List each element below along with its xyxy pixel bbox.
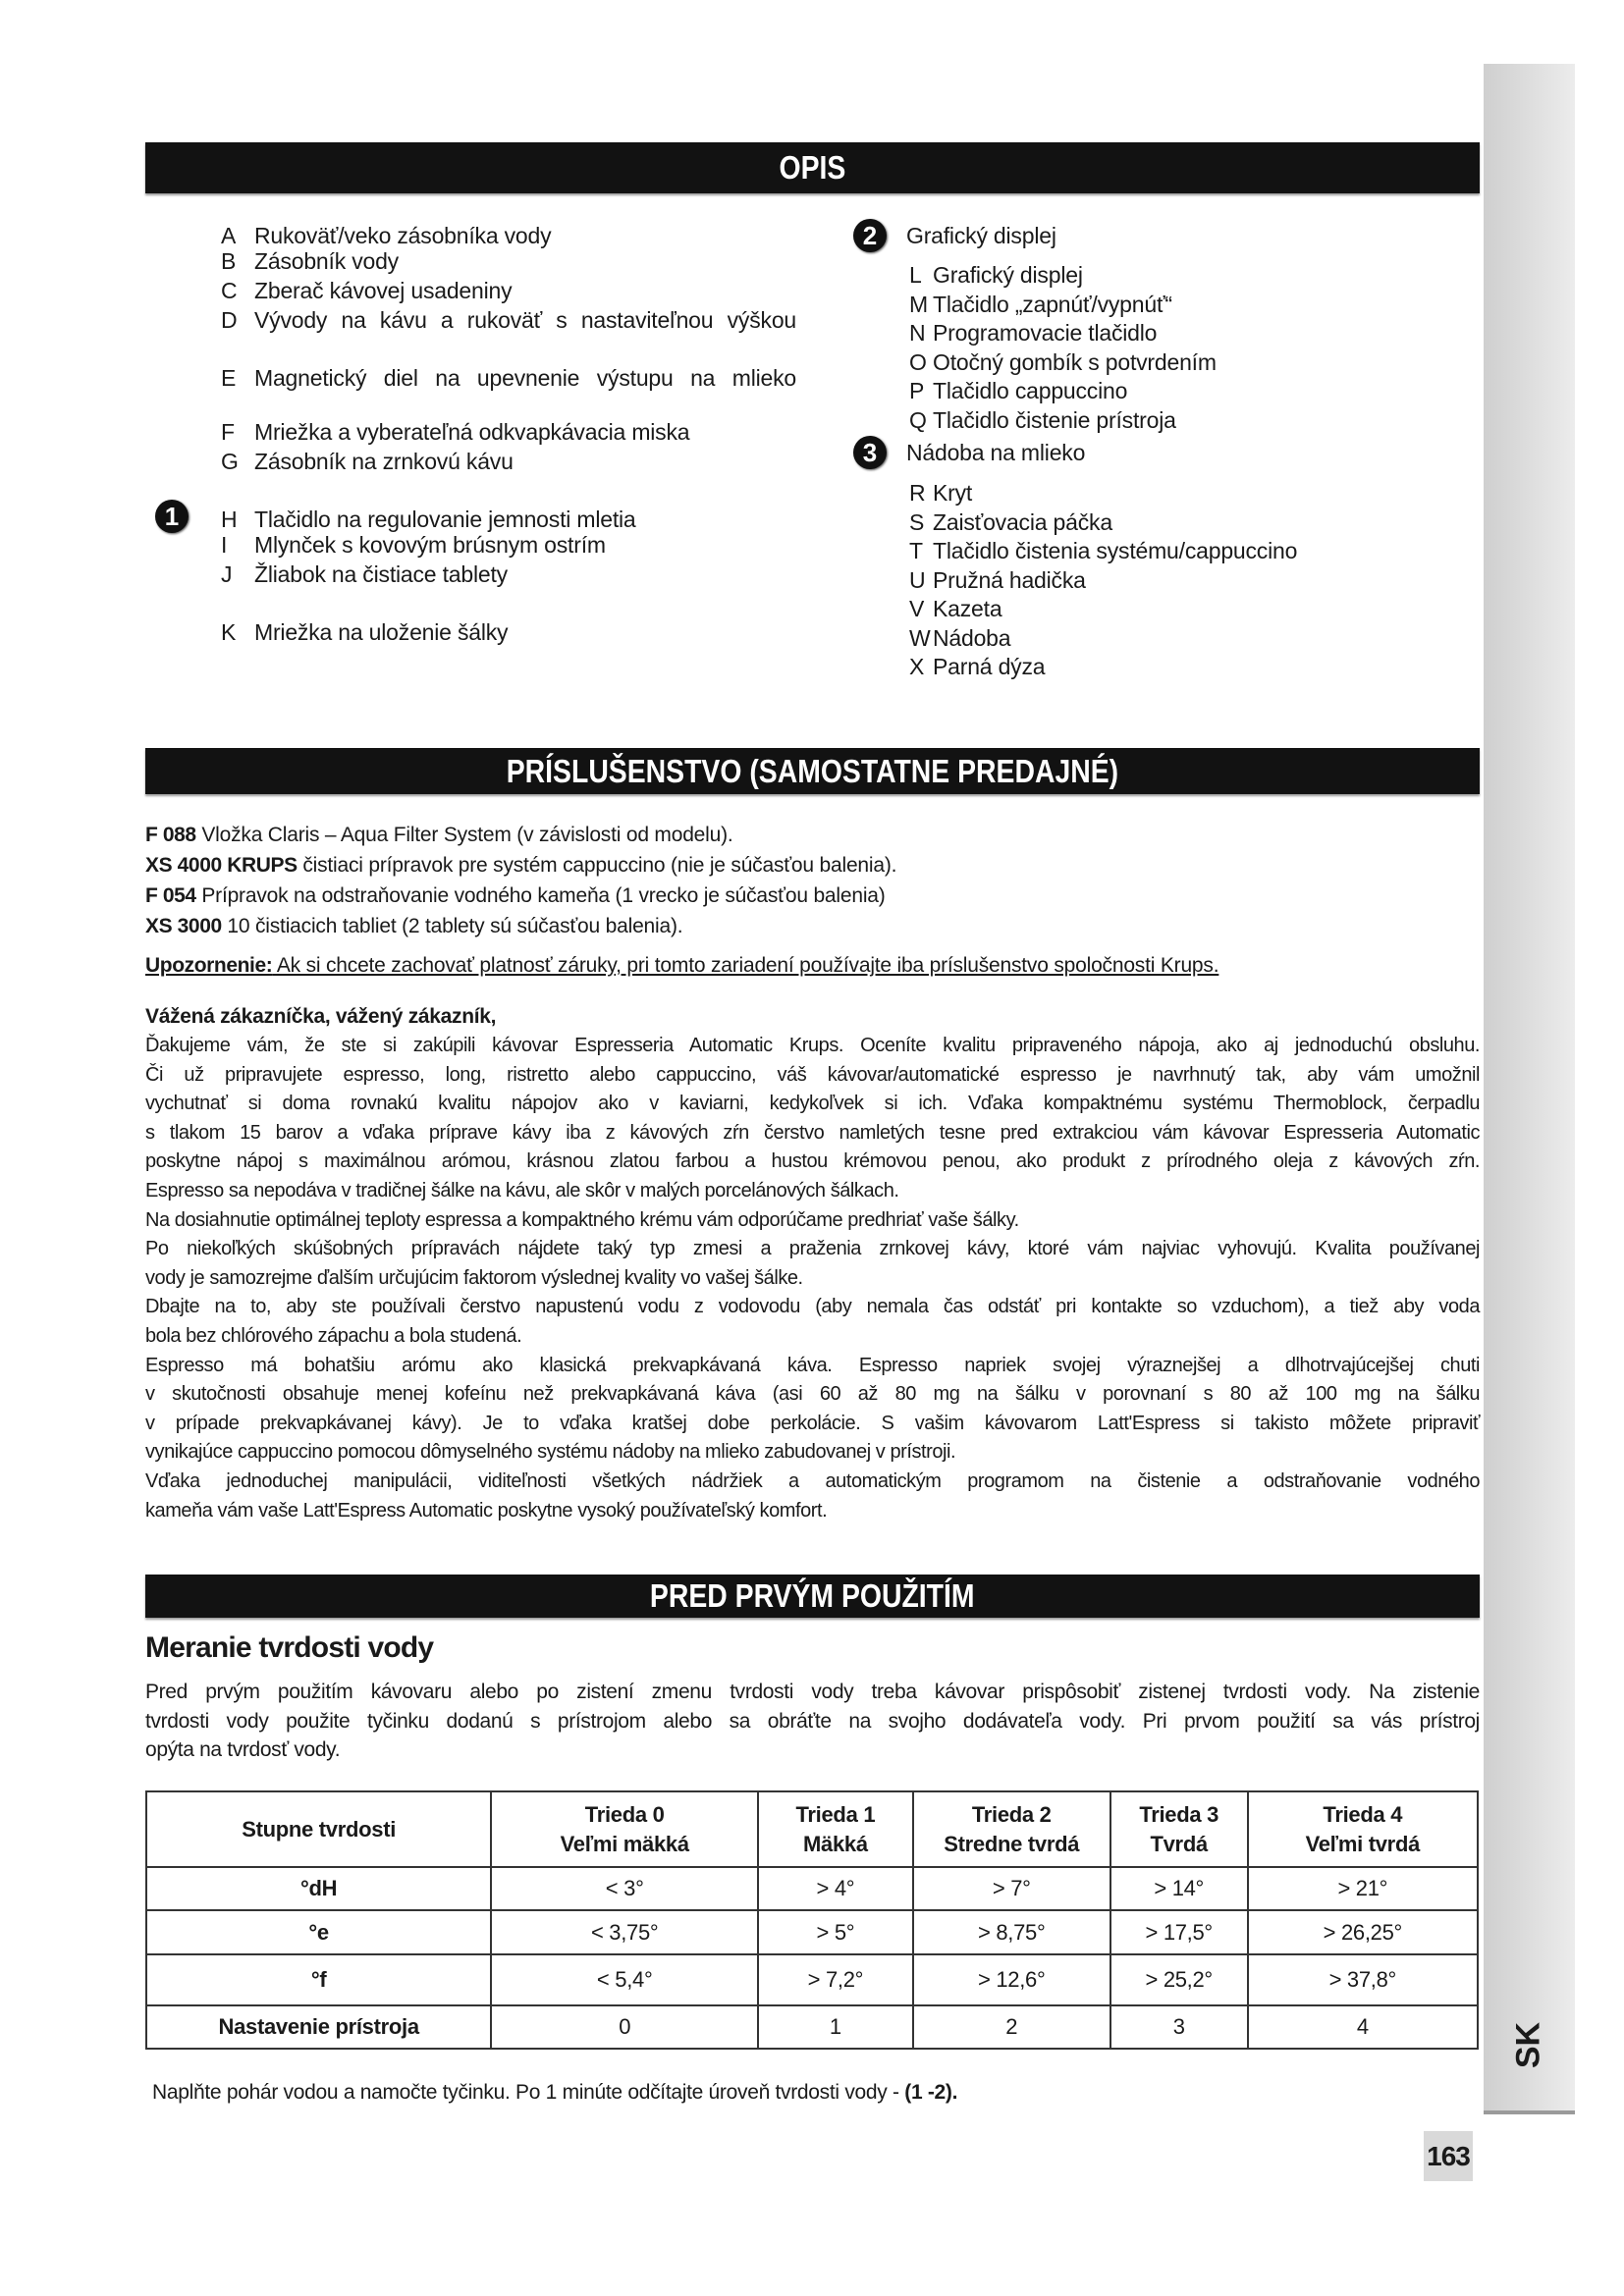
section-title: OPIS [779, 149, 846, 186]
warning-text: Ak si chcete zachovať platnosť záruky, pri tomto zariadení používajte iba príslušenstvo spoločnosti Krups. [272, 954, 1219, 977]
item-letter: W [909, 624, 931, 651]
table-column-header [491, 1791, 758, 1867]
table-row [146, 1954, 1478, 2005]
item-letter: F [221, 419, 235, 445]
accessory-code: F 088 [145, 824, 196, 846]
list-item-p [909, 377, 1127, 405]
item-letter: T [909, 538, 923, 563]
item-text: Tlačidlo „zapnúť/vypnúť“ [933, 291, 1172, 317]
table-cell: > 37,8° [1248, 1954, 1478, 2005]
item-text: Tlačidlo na regulovanie jemnosti mletia [254, 507, 636, 532]
table-cell: 2 [913, 2005, 1110, 2049]
item-text: Zásobník na zrnkovú kávu [254, 449, 514, 474]
list-item-v [909, 595, 1001, 623]
paragraph-line: vynikajúce cappuccino pomocou dômyselného systému nádoby na mlieko zabudovanej v prístroji. [145, 1441, 956, 1464]
item-letter: B [221, 248, 237, 274]
figure-reference: (1 -2). [904, 2081, 958, 2104]
list-item-g [221, 448, 514, 476]
paragraph-line: Pred prvým použitím kávovaru alebo po zistení zmenu tvrdosti vody treba kávovar prispôsobiť zistenej tvrdosti vody. Na zistenie [145, 1681, 1480, 1703]
section-header-accessories [145, 748, 1480, 794]
item-text: Rukoväť/veko zásobníka vody [254, 223, 552, 248]
paragraph-line: bola bez chlórového zápachu a bola studená. [145, 1324, 522, 1347]
list-item-n [909, 319, 1157, 347]
list-item-s [909, 508, 1112, 537]
paragraph-line: kameňa vám vaše Latt'Espress Automatic poskytne vysoký používateľský komfort. [145, 1499, 828, 1522]
paragraph-line: v prípade prekvapkávanej kávy). Je to vďaka kratšej dobe perkolácie. S vašim kávovarom Latt'Espress si takisto môžete pripraviť [145, 1412, 1480, 1434]
table-cell: 4 [1248, 2005, 1478, 2049]
item-text: Kazeta [933, 596, 1002, 621]
table-cell: < 3,75° [491, 1910, 758, 1954]
list-item-m [909, 291, 1172, 319]
group-2-badge: 2 [853, 219, 887, 252]
paragraph-line: vychutnať si doma rovnakú kvalitu nápojov ako v kaviarni, kedykoľvek si ich. Vďaka kompaktnému systému Thermoblock, čerpadlu [145, 1093, 1480, 1115]
paragraph-line: Dbajte na to, aby ste používali čerstvo napustenú vodu z vodovodu (aby nemala čas odstáť pri kontakte so vzduchom), a tiež aby voda [145, 1296, 1480, 1318]
list-item-j [221, 561, 508, 589]
group-2-title: Grafický displej [906, 223, 1056, 248]
item-text: Pružná hadička [933, 566, 1086, 593]
item-text: Mriežka a vyberateľná odkvapkávacia miska [254, 419, 690, 445]
class-description: Veľmi tvrdá [1305, 1831, 1421, 1856]
table-corner-header: Stupne tvrdosti [146, 1791, 491, 1867]
table-cell: > 17,5° [1110, 1910, 1248, 1954]
language-tab-strip [1484, 64, 1575, 2114]
paragraph-line: Vďaka jednoduchej manipulácii, viditeľnosti všetkých nádržiek a automatickým programom na čistenie a odstraňovanie vodného [145, 1469, 1480, 1492]
item-text: Programovacie tlačidlo [933, 320, 1158, 346]
item-letter: E [221, 365, 237, 391]
water-hardness-paragraph [145, 1678, 1480, 1765]
list-item-a [221, 222, 551, 250]
item-text: Mriežka na uloženie šálky [254, 619, 509, 645]
table-row [146, 2005, 1478, 2049]
item-letter: P [909, 378, 925, 403]
accessory-code: F 054 [145, 884, 196, 907]
paragraph-line: Espresso má bohatšiu arómu ako klasická prekvapkávaná káva. Espresso napriek svojej výraznejšej a dlhotrvajúcejšej chuti [145, 1354, 1480, 1376]
paragraph-line: Ďakujeme vám, že ste si zakúpili kávovar Espresseria Automatic Krups. Oceníte kvalitu pripraveného nápoja, ako aj jednoduchú obsluhu. [145, 1035, 1480, 1056]
row-label: °e [146, 1910, 491, 1954]
item-text: Tlačidlo cappuccino [933, 378, 1128, 403]
table-column-header [758, 1791, 913, 1867]
item-letter: H [221, 507, 238, 532]
item-text: Zaisťovacia páčka [933, 508, 1112, 535]
accessory-code: XS 3000 [145, 915, 222, 937]
item-text: Nádoba [933, 624, 1011, 651]
item-letter: D [221, 307, 238, 333]
item-letter: M [909, 291, 928, 317]
table-cell: > 7° [913, 1867, 1110, 1910]
section-title: PRÍSLUŠENSTVO (SAMOSTATNE PREDAJNÉ) [506, 753, 1119, 789]
class-description: Mäkká [802, 1831, 868, 1856]
list-item-f [221, 418, 689, 447]
table-cell: > 14° [1110, 1867, 1248, 1910]
class-name: Trieda 1 [795, 1801, 876, 1827]
paragraph-line: vody je samozrejme ďalším určujúcim faktorom výslednej kvality vo vašej šálke. [145, 1266, 803, 1289]
table-column-header [1110, 1791, 1248, 1867]
item-text: Otočný gombík s potvrdením [933, 348, 1217, 375]
accessory-text: 10 čistiacich tabliet (2 tablety sú súčasťou balenia). [221, 915, 683, 937]
class-description: Stredne tvrdá [944, 1831, 1080, 1856]
class-description: Veľmi mäkká [560, 1831, 689, 1856]
list-item-r [909, 479, 972, 507]
item-letter: G [221, 449, 239, 474]
item-text: Tlačidlo čistenie prístroja [933, 406, 1176, 433]
accessory-text: Vložka Claris – Aqua Filter System (v závislosti od modelu). [195, 824, 733, 846]
item-text: Kryt [933, 480, 973, 506]
list-item-h [221, 506, 636, 534]
table-cell: > 21° [1248, 1867, 1478, 1910]
row-label: °f [146, 1954, 491, 2005]
table-cell: > 12,6° [913, 1954, 1110, 2005]
paragraph-line: tvrdosti vody použite tyčinku dodanú s prístrojom alebo sa obráťte na svojho dodávateľa vody. Pri prvom použití sa vás prístroj [145, 1709, 1480, 1733]
list-item-l [909, 261, 1083, 290]
item-letter: N [909, 320, 926, 346]
item-text: Magnetický diel na upevnenie výstupu na mlieko [254, 365, 796, 391]
accessory-item [145, 881, 886, 911]
paragraph-line: Na dosiahnutie optimálnej teploty espressa a kompaktného krému vám odporúčame predhriať vaše šálky. [145, 1208, 1019, 1231]
item-letter: R [909, 480, 926, 506]
paragraph-line: s tlakom 15 barov a vďaka príprave kávy iba z kávových zŕn čerstvo namletých tesne pred extrakciou vám kávovar Espresseria Automatic [145, 1121, 1480, 1144]
accessory-item [145, 912, 682, 941]
item-letter: X [909, 654, 925, 679]
list-item-o [909, 348, 1217, 377]
accessory-text: čistiaci prípravok pre systém cappuccino (nie je súčasťou balenia). [297, 854, 897, 877]
table-cell: > 4° [758, 1867, 913, 1910]
item-text: Žliabok na čistiace tablety [254, 561, 508, 587]
language-tab-label: SK [1509, 2021, 1547, 2069]
item-letter: O [909, 348, 927, 375]
accessory-code: XS 4000 KRUPS [145, 854, 298, 877]
accessory-item [145, 851, 896, 881]
paragraph-line: v skutočnosti obsahuje menej kofeínu než prekvapkávaná káva (asi 60 až 80 mg na šálku v porovnaní s 80 až 100 mg na šálku [145, 1383, 1480, 1406]
table-cell: > 26,25° [1248, 1910, 1478, 1954]
item-text: Parná dýza [933, 654, 1046, 679]
page-number: 163 [1424, 2131, 1473, 2181]
test-instruction [152, 2081, 957, 2105]
item-text: Vývody na kávu a rukoväť s nastaviteľnou výškou [254, 307, 796, 333]
water-hardness-table [145, 1790, 1479, 2050]
table-column-header [913, 1791, 1110, 1867]
section-header-first-use [145, 1575, 1480, 1618]
table-cell: > 8,75° [913, 1910, 1110, 1954]
item-letter: I [221, 532, 228, 558]
section-title: PRED PRVÝM POUŽITÍM [650, 1577, 975, 1614]
list-item-t [909, 537, 1297, 565]
subheading-water-hardness: Meranie tvrdosti vody [145, 1631, 434, 1664]
list-item-w [909, 624, 1010, 653]
accessory-text: Prípravok na odstraňovanie vodného kameňa (1 vrecko je súčasťou balenia) [195, 884, 886, 907]
list-item-b [221, 247, 399, 276]
table-column-header [1248, 1791, 1478, 1867]
class-description: Tvrdá [1150, 1831, 1208, 1856]
table-row [146, 1867, 1478, 1910]
item-letter: U [909, 566, 926, 593]
greeting: Vážená zákazníčka, vážený zákazník, [145, 1005, 497, 1028]
item-letter: V [909, 596, 925, 621]
group-3-badge: 3 [853, 436, 887, 469]
item-letter: A [221, 223, 237, 248]
item-letter: K [221, 619, 237, 645]
table-cell: > 5° [758, 1910, 913, 1954]
list-item-e [221, 364, 796, 393]
list-item-u [909, 566, 1086, 595]
item-letter: S [909, 508, 925, 535]
table-row [146, 1910, 1478, 1954]
item-text: Tlačidlo čistenia systému/cappuccino [933, 538, 1298, 563]
section-header-opis [145, 142, 1480, 193]
test-instruction-text: Naplňte pohár vodou a namočte tyčinku. Po 1 minúte odčítajte úroveň tvrdosti vody - [152, 2081, 905, 2104]
table-cell: 3 [1110, 2005, 1248, 2049]
class-name: Trieda 4 [1323, 1801, 1403, 1827]
class-name: Trieda 0 [584, 1801, 665, 1827]
table-cell: > 25,2° [1110, 1954, 1248, 2005]
intro-body [145, 1032, 1480, 1525]
warning-label: Upozornenie: [145, 954, 273, 977]
paragraph-line: Či už pripravujete espresso, long, ristretto alebo cappuccino, váš kávovar/automatické espresso je navrhnutý tak, aby vám umožnil [145, 1063, 1480, 1086]
paragraph-line: poskytne nápoj s maximálnou arómou, krásnou zlatou farbou a hustou krémovou penou, ako produkt z prírodného oleja z kávových zŕn. [145, 1150, 1480, 1173]
item-letter: L [909, 262, 922, 288]
accessory-item [145, 821, 733, 850]
item-letter: Q [909, 406, 927, 433]
group-3-title: Nádoba na mlieko [906, 440, 1086, 465]
table-cell: < 5,4° [491, 1954, 758, 2005]
paragraph-line: opýta na tvrdosť vody. [145, 1738, 341, 1762]
list-item-c [221, 277, 512, 305]
item-text: Grafický displej [933, 262, 1083, 288]
list-item-x [909, 653, 1045, 681]
list-item-k [221, 618, 508, 647]
table-cell: 1 [758, 2005, 913, 2049]
item-text: Zberač kávovej usadeniny [254, 278, 513, 303]
warning-note [145, 951, 1218, 981]
table-header-row [146, 1791, 1478, 1867]
row-label: °dH [146, 1867, 491, 1910]
list-item-d [221, 306, 796, 335]
item-letter: C [221, 278, 238, 303]
class-name: Trieda 2 [971, 1801, 1052, 1827]
paragraph-line: Po niekoľkých skúšobných prípravách nájdete taký typ zmesi a praženia zrnkovej kávy, ktoré vám najviac vyhovujú. Kvalita používanej [145, 1238, 1480, 1260]
paragraph-line: Espresso sa nepodáva v tradičnej šálke na kávu, ale skôr v malých porcelánových šálkach. [145, 1179, 899, 1201]
list-item-q [909, 406, 1176, 435]
table-cell: < 3° [491, 1867, 758, 1910]
row-label: Nastavenie prístroja [146, 2005, 491, 2049]
item-text: Zásobník vody [254, 248, 399, 274]
group-1-badge: 1 [155, 500, 189, 533]
table-cell: 0 [491, 2005, 758, 2049]
list-item-i [221, 531, 606, 560]
item-letter: J [221, 561, 233, 587]
table-cell: > 7,2° [758, 1954, 913, 2005]
class-name: Trieda 3 [1139, 1801, 1219, 1827]
item-text: Mlynček s kovovým brúsnym ostrím [254, 532, 606, 558]
